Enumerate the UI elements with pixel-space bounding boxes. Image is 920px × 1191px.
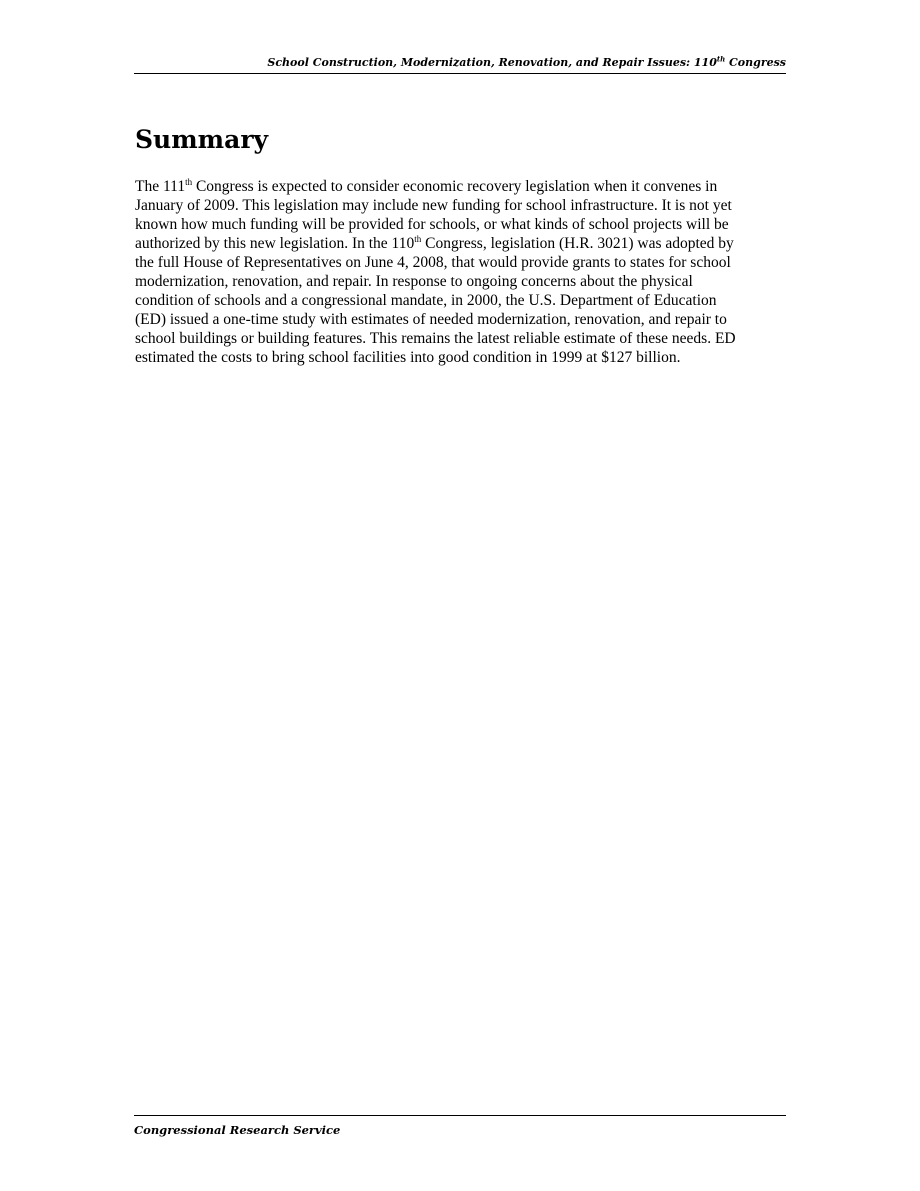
summary-line-text: The 111 <box>135 178 186 195</box>
page-header <box>134 56 786 74</box>
summary-line: school buildings or building features. This remains the latest reliable estimate of these needs. ED <box>135 330 736 347</box>
summary-line-text: Congress, legislation (H.R. 3021) was adopted by <box>421 235 734 252</box>
summary-line: condition of schools and a congressional mandate, in 2000, the U.S. Department of Education <box>135 292 717 309</box>
summary-line <box>135 234 785 253</box>
summary-line: (ED) issued a one-time study with estimates of needed modernization, renovation, and repair to <box>135 311 727 328</box>
header-title-superscript: th <box>716 54 726 64</box>
summary-line: estimated the costs to bring school facilities into good condition in 1999 at $127 billion. <box>135 349 681 366</box>
summary-line-text: Congress is expected to consider economic recovery legislation when it convenes in <box>192 178 718 195</box>
summary-line-superscript: th <box>185 176 193 187</box>
summary-paragraph <box>135 177 785 367</box>
summary-heading: Summary <box>135 125 269 154</box>
page-footer <box>134 1115 786 1137</box>
summary-line <box>135 177 785 196</box>
header-title-end: Congress <box>725 56 786 69</box>
summary-line: modernization, renovation, and repair. In response to ongoing concerns about the physical <box>135 273 693 290</box>
header-title: School Construction, Modernization, Renovation, and Repair Issues: 110 <box>267 56 717 69</box>
summary-line: the full House of Representatives on June 4, 2008, that would provide grants to states for school <box>135 254 731 271</box>
summary-line: January of 2009. This legislation may include new funding for school infrastructure. It is not yet <box>135 197 732 214</box>
summary-line: known how much funding will be provided for schools, or what kinds of school projects will be <box>135 216 729 233</box>
summary-line-superscript: th <box>414 233 422 244</box>
footer-text: Congressional Research Service <box>134 1123 341 1137</box>
summary-line-text: authorized by this new legislation. In the 110 <box>135 235 415 252</box>
